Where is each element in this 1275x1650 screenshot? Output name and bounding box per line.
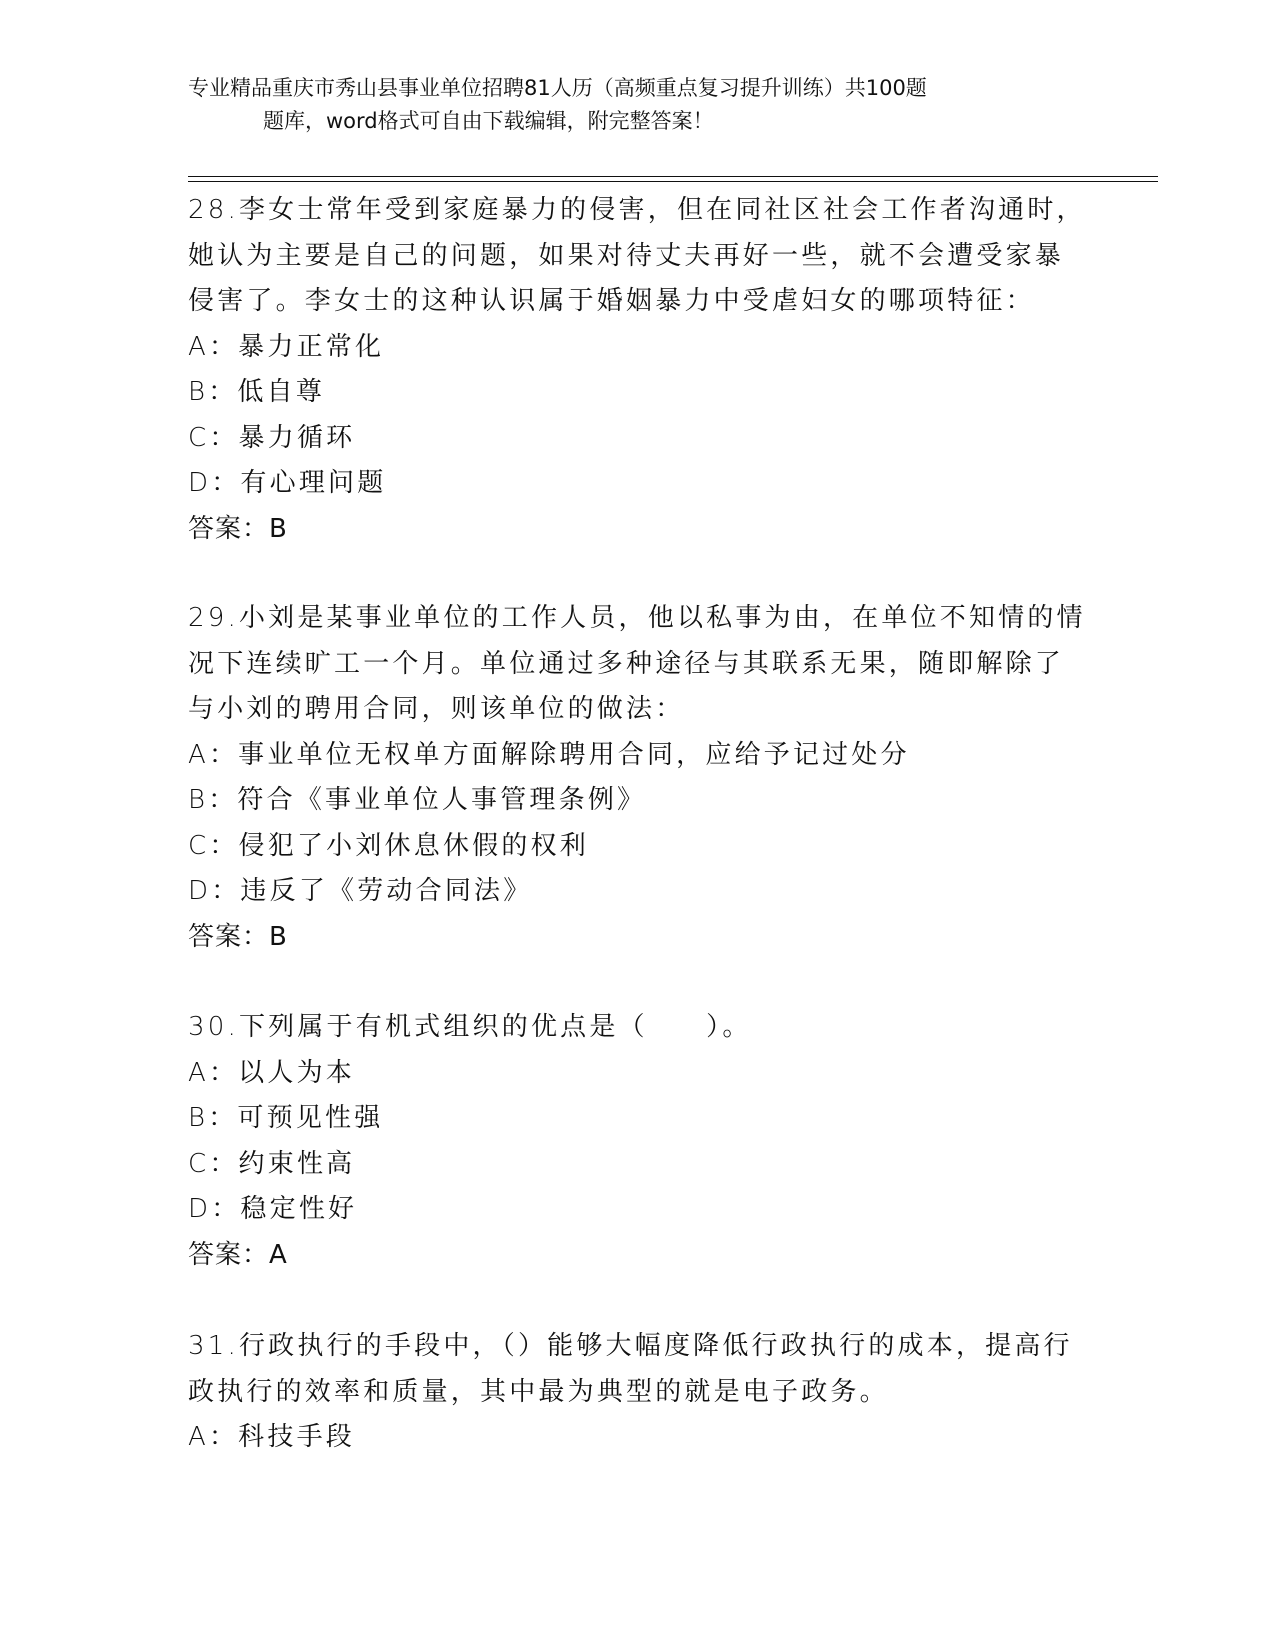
answer-label: 答案：: [188, 921, 270, 952]
answer-value: B: [269, 921, 288, 952]
answer-line: [188, 507, 1088, 553]
option-c: C：侵犯了小刘休息休假的权利: [188, 830, 589, 861]
option-d: D：有心理问题: [188, 468, 387, 498]
header-line-2: 题库，word格式可自由下载编辑，附完整答案！: [263, 109, 714, 133]
answer-label: 答案：: [188, 513, 270, 544]
question-stem: 28.李女士常年受到家庭暴力的侵害，但在同社区社会工作者沟通时，她认为主要是自己的问题，如果对待丈夫再好一些，就不会遭受家暴侵害了。李女士的这种认识属于婚姻暴力中受虐妇女的哪项特征：: [188, 195, 1086, 316]
option-a: A：科技手段: [188, 1422, 355, 1452]
option-a: A：事业单位无权单方面解除聘用合同，应给予记过处分: [188, 739, 910, 770]
header-line-1: 专业精品重庆市秀山县事业单位招聘81人历（高频重点复习提升训练）共100题: [188, 76, 927, 100]
option-d: D：违反了《劳动合同法》: [188, 876, 533, 906]
option-c: C：暴力循环: [188, 422, 356, 453]
question-stem: 30.下列属于有机式组织的优点是（ ）。: [188, 1012, 752, 1042]
option-d: D：稳定性好: [188, 1194, 358, 1224]
answer-value: A: [269, 1239, 288, 1270]
question-stem: 29.小刘是某事业单位的工作人员，他以私事为由，在单位不知情的情况下连续旷工一个月。单位通过多种途径与其联系无果，随即解除了与小刘的聘用合同，则该单位的做法：: [188, 603, 1086, 724]
option-b: B：可预见性强: [188, 1103, 384, 1133]
answer-value: B: [269, 513, 288, 544]
answer-line: [188, 1233, 1088, 1279]
answer-line: [188, 915, 1088, 961]
header-divider-top: [188, 176, 1158, 177]
option-a: A：暴力正常化: [188, 331, 385, 362]
header-divider-bottom: [188, 181, 1158, 182]
question-29: [188, 596, 1088, 960]
option-b: B：符合《事业单位人事管理条例》: [188, 785, 647, 815]
question-stem: 31.行政执行的手段中，（）能够大幅度降低行政执行的成本，提高行政执行的效率和质量，其中最为典型的就是电子政务。: [188, 1331, 1073, 1407]
option-c: C：约束性高: [188, 1148, 356, 1179]
document-header: [188, 72, 1068, 138]
answer-label: 答案：: [188, 1239, 270, 1270]
option-a: A：以人为本: [188, 1057, 355, 1088]
question-28: [188, 188, 1088, 552]
question-31: [188, 1324, 1088, 1461]
option-b: B：低自尊: [188, 377, 326, 407]
question-30: [188, 1005, 1088, 1278]
